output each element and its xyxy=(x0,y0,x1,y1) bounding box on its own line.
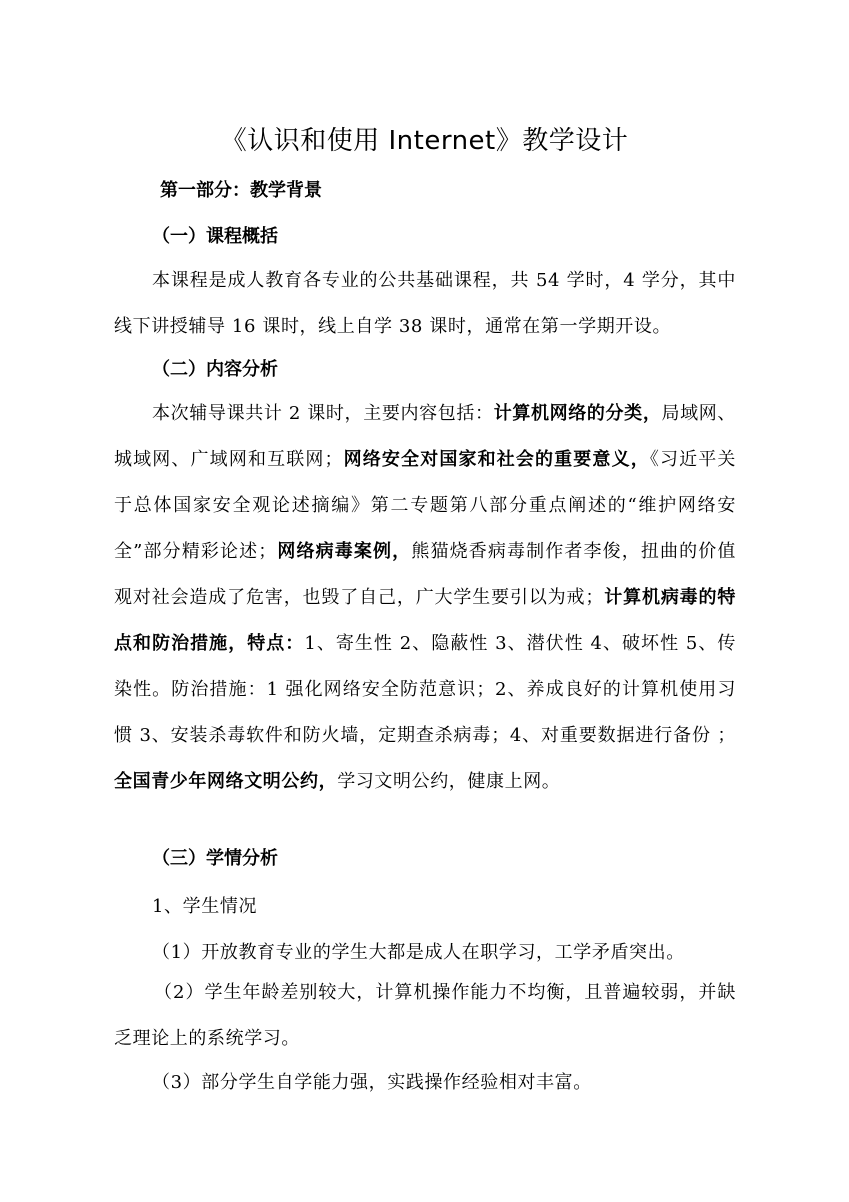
text-run: 1、寄生性 2、隐蔽性 3、潜伏性 4、破坏性 5、传染性。防治措施：1 强化网络安全防范意识；2、养成良好的计算机使用习惯 3、安装杀毒软件和防火墙，定期查杀病毒；4、对重要数据进行备份 ； xyxy=(114,633,736,746)
text-run: 学习文明公约，健康上网。 xyxy=(337,771,561,792)
text-run: 《习近平关于总体国家安全观论述摘编》第二专题第八部分重点阐述的“维护网络安全”部分精彩论述； xyxy=(114,449,736,562)
learner-item-1: （1）开放教育专业的学生大都是成人在职学习，工学矛盾突出。 xyxy=(152,942,685,963)
bold-run: 计算机网络的分类， xyxy=(493,403,662,424)
bold-run: 全国青少年网络文明公约， xyxy=(114,771,338,792)
text-run: 局域网、城域网、广域网和互联网； xyxy=(114,403,736,470)
part-heading: 第一部分：教学背景 xyxy=(160,180,322,201)
section-heading-course-overview: （一）课程概括 xyxy=(152,226,278,247)
content-analysis-paragraph xyxy=(114,391,736,805)
bold-run: 网络安全对国家和社会的重要意义， xyxy=(343,449,650,470)
learner-subheading: 1、学生情况 xyxy=(152,896,258,917)
bold-run: 网络病毒案例， xyxy=(276,541,412,562)
text-run: 本次辅导课共计 2 课时，主要内容包括： xyxy=(152,403,494,424)
learner-item-3: （3）部分学生自学能力强，实践操作经验相对丰富。 xyxy=(152,1072,592,1093)
bold-run: 计算机病毒的特点和防治措施，特点： xyxy=(114,587,736,654)
text-run: 熊猫烧香病毒制作者李俊，扭曲的价值观对社会造成了危害，也毁了自己，广大学生要引以为戒； xyxy=(114,541,737,608)
learner-item-2: （2）学生年龄差别较大，计算机操作能力不均衡，且普遍较弱，并缺乏理论上的系统学习。 xyxy=(114,982,736,1049)
course-overview-paragraph: 本课程是成人教育各专业的公共基础课程，共 54 学时，4 学分，其中线下讲授辅导 16 课时，线上自学 38 课时，通常在第一学期开设。 xyxy=(114,270,736,337)
section-heading-content-analysis: （二）内容分析 xyxy=(152,359,278,380)
document-title: 《认识和使用 Internet》教学设计 xyxy=(220,126,629,156)
section-heading-learner-analysis: （三）学情分析 xyxy=(152,848,278,869)
